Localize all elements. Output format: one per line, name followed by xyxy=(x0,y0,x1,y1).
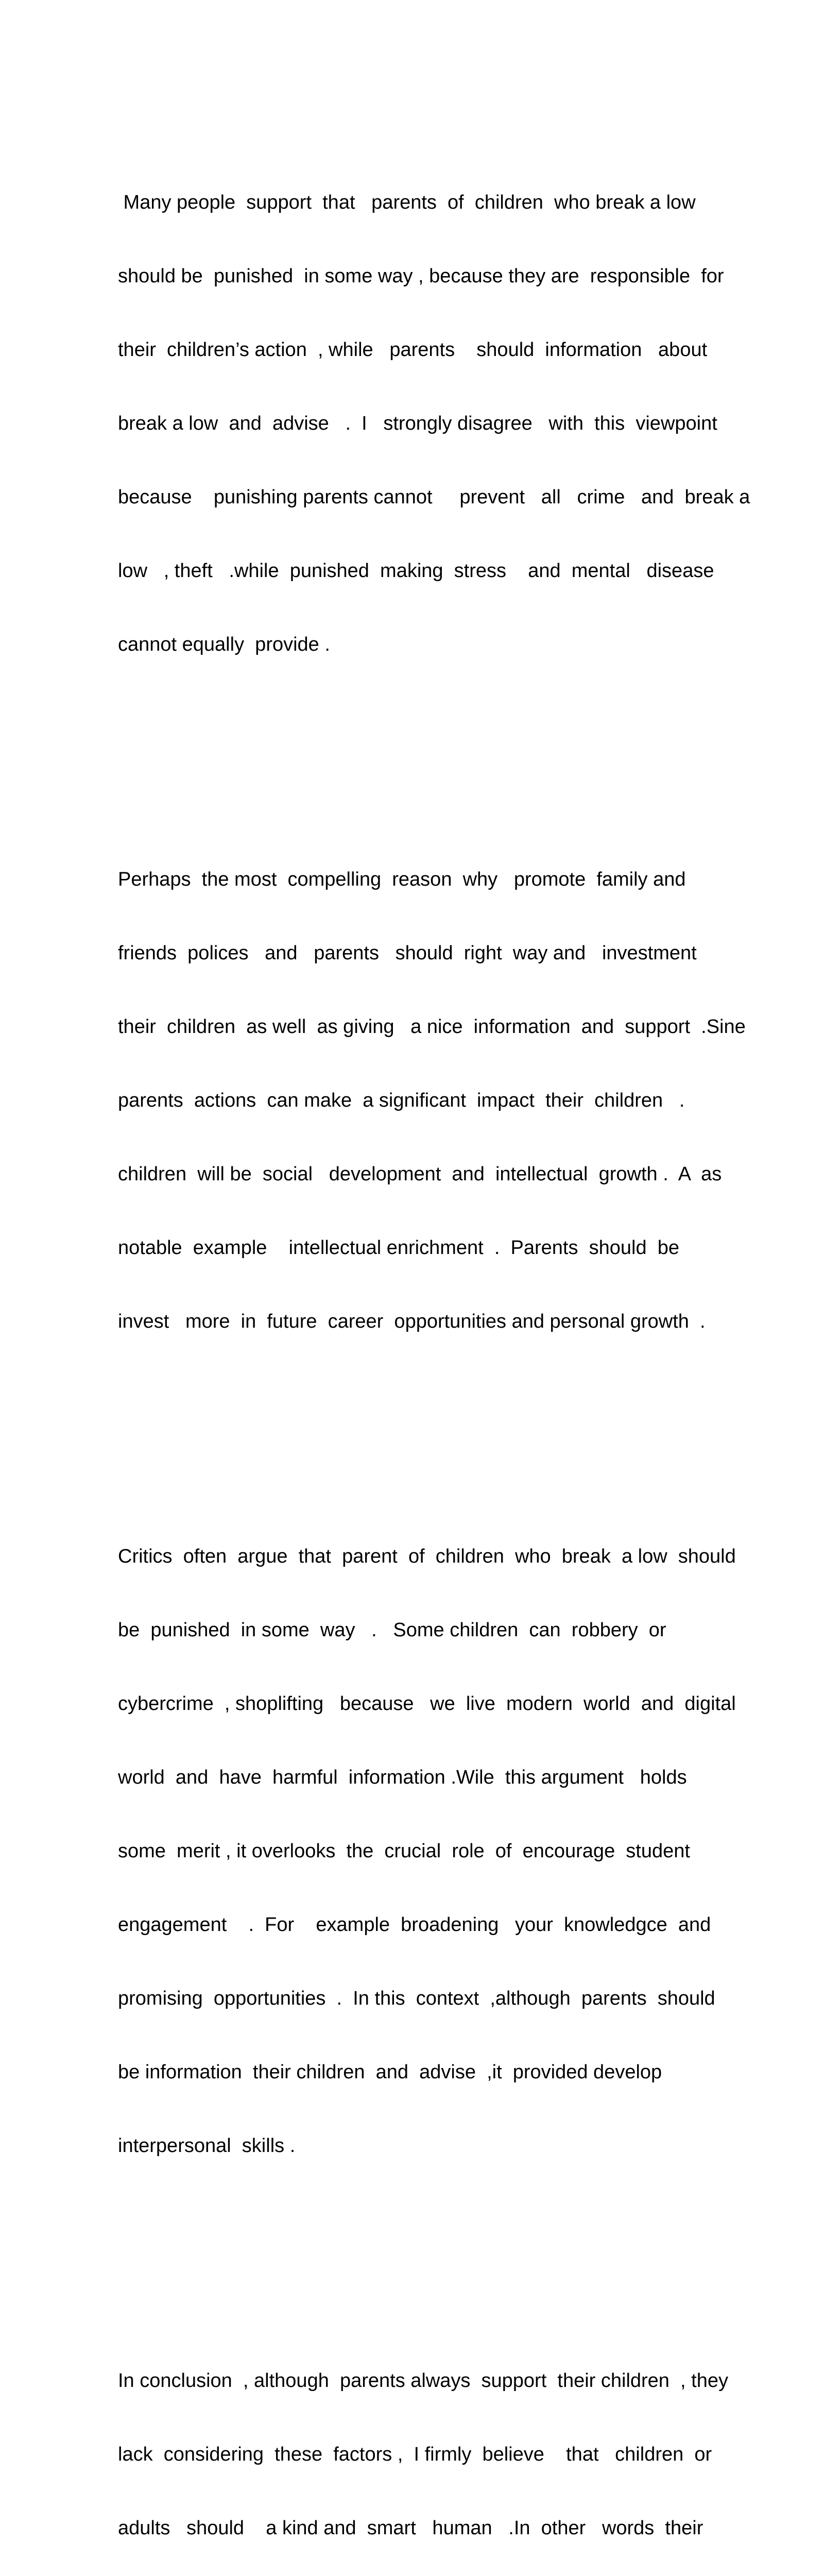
paragraph-line: be punished in some way . Some children can robbery or xyxy=(118,1619,666,1641)
paragraph-line: lack considering these factors , I firmly believe that children or xyxy=(118,2444,712,2465)
paragraph-line: world and have harmful information .Wile this argument holds xyxy=(118,1767,687,1788)
paragraph-line: low , theft .while punished making stress and mental disease xyxy=(118,560,714,582)
paragraph-line: because punishing parents cannot prevent all crime and break a xyxy=(118,486,750,508)
paragraph-line: some merit , it overlooks the crucial role of encourage student xyxy=(118,1840,690,1862)
paragraph-line: In conclusion , although parents always support their children , they xyxy=(118,2370,728,2392)
paragraph-line: friends polices and parents should right way and investment xyxy=(118,942,697,964)
paragraph-line: Many people support that parents of children who break a low xyxy=(118,192,696,213)
paragraph-line: should be punished in some way , because they are responsible for xyxy=(118,265,724,287)
paragraph-line: cybercrime , shoplifting because we live modern world and digital xyxy=(118,1693,736,1715)
paragraph-line: their children as well as giving a nice information and support .Sine xyxy=(118,1016,746,1038)
paragraph-body-2 xyxy=(118,1498,787,2205)
paragraph-conclusion xyxy=(118,2322,787,2576)
paragraph-line: Critics often argue that parent of children who break a low should xyxy=(118,1546,736,1567)
paragraph-line: notable example intellectual enrichment . Parents should be xyxy=(118,1237,679,1259)
paragraph-line: promising opportunities . In this context ,although parents should xyxy=(118,1988,715,2009)
paragraph-line: be information their children and advise ,it provided develop xyxy=(118,2061,662,2083)
essay-text xyxy=(118,77,787,2576)
paragraph-line: parents actions can make a significant impact their children . xyxy=(118,1090,685,1111)
paragraph-line: Perhaps the most compelling reason why promote family and xyxy=(118,869,686,890)
paragraph-line: interpersonal skills . xyxy=(118,2135,296,2157)
paragraph-line: invest more in future career opportunities and personal growth . xyxy=(118,1311,706,1332)
paragraph-line: their children’s action , while parents should information about xyxy=(118,339,708,361)
paragraph-line: children will be social development and intellectual growth . A as xyxy=(118,1163,722,1185)
paragraph-introduction xyxy=(118,144,787,704)
paragraph-line: adults should a kind and smart human .In other words their xyxy=(118,2517,703,2539)
paragraph-body-1 xyxy=(118,821,787,1381)
paragraph-line: cannot equally provide . xyxy=(118,634,330,655)
paragraph-line: break a low and advise . I strongly disagree with this viewpoint xyxy=(118,413,717,434)
paragraph-line: engagement . For example broadening your knowledgce and xyxy=(118,1914,711,1936)
